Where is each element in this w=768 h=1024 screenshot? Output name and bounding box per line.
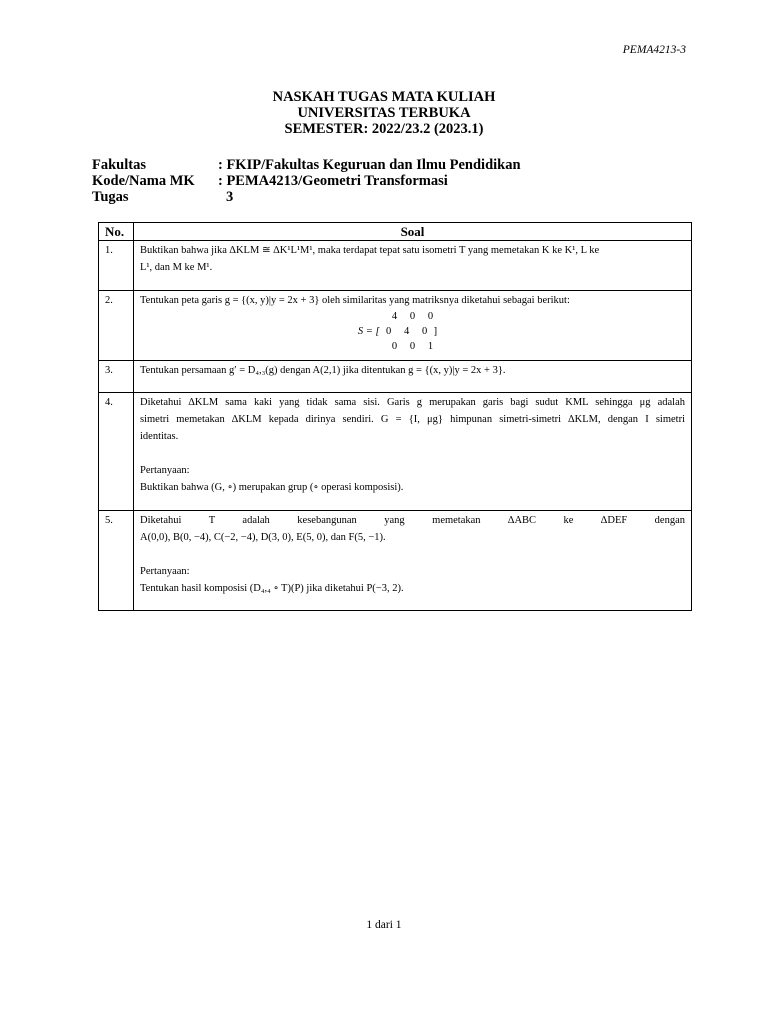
question-number: 5. — [99, 511, 134, 611]
question-text — [134, 291, 692, 361]
q5-question-text: Tentukan hasil komposisi (D₄,₄ ∘ T)(P) jika diketahui P(−3, 2). — [140, 583, 404, 594]
question-row-3 — [99, 361, 692, 393]
matrix-row-3 — [140, 339, 685, 354]
fakultas-row — [92, 157, 521, 173]
q2-line-1: Tentukan peta garis g = {(x, y)|y = 2x + 3} oleh similaritas yang matriksnya diketahui sebagai berikut: — [140, 295, 570, 306]
course-info — [92, 157, 521, 205]
question-number: 4. — [99, 393, 134, 511]
question-number: 1. — [99, 241, 134, 291]
header-no: No. — [99, 223, 134, 241]
q4-line-3: identitas. — [140, 431, 179, 442]
q1-line-1: Buktikan bahwa jika ∆KLM ≅ ∆K¹L¹M¹, maka terdapat tepat satu isometri T yang memetakan K ke K¹, L ke — [140, 245, 600, 256]
matrix-cell: 0 — [391, 341, 398, 352]
matrix-row-1 — [140, 309, 685, 324]
matrix-cell: 0 — [409, 341, 416, 352]
matrix-cell: 4 — [403, 326, 410, 337]
q5-line-2: A(0,0), B(0, −4), C(−2, −4), D(3, 0), E(5, 0), dan F(5, −1). — [140, 532, 386, 543]
matrix-prefix: S = [ — [357, 326, 380, 337]
matrix-cell: 4 — [391, 311, 398, 322]
q4-line-2: simetri memetakan ∆KLM kepada dirinya sendiri. G = {I, μg} himpunan simetri-simetri ∆KLM, dengan I simetri — [140, 414, 685, 425]
title-line-2: UNIVERSITAS TERBUKA — [297, 105, 471, 121]
page-number: 1 dari 1 — [366, 919, 402, 931]
document-code: PEMA4213-3 — [622, 44, 686, 56]
q1-line-2: L¹, dan M ke M¹. — [140, 262, 213, 273]
similarity-matrix — [140, 309, 685, 354]
q4-question-label: Pertanyaan: — [140, 465, 190, 476]
q5-question-label: Pertanyaan: — [140, 566, 190, 577]
q3-line-1: Tentukan persamaan g′ = D₄,₃(g) dengan A(2,1) jika ditentukan g = {(x, y)|y = 2x + 3}. — [140, 365, 506, 376]
title-line-1: NASKAH TUGAS MATA KULIAH — [272, 89, 496, 105]
question-text — [134, 511, 692, 611]
question-text — [134, 393, 692, 511]
tugas-row — [92, 189, 521, 205]
fakultas-label: Fakultas — [92, 157, 146, 173]
question-number: 3. — [99, 361, 134, 393]
question-text — [134, 241, 692, 291]
matrix-cell: 0 — [409, 311, 416, 322]
q4-line-1: Diketahui ∆KLM sama kaki yang tidak sama sisi. Garis g merupakan garis bagi sudut KML sehingga μg adalah — [140, 397, 685, 408]
fakultas-value: : FKIP/Fakultas Keguruan dan Ilmu Pendidikan — [218, 157, 521, 173]
question-row-4 — [99, 393, 692, 511]
matrix-suffix: ] — [433, 326, 438, 337]
question-table — [98, 222, 692, 611]
question-row-1 — [99, 241, 692, 291]
title-line-3: SEMESTER: 2022/23.2 (2023.1) — [284, 121, 484, 137]
kode-value: : PEMA4213/Geometri Transformasi — [218, 173, 448, 189]
kode-row — [92, 173, 521, 189]
header-soal: Soal — [134, 223, 692, 241]
tugas-label: Tugas — [92, 189, 129, 205]
question-row-5 — [99, 511, 692, 611]
matrix-cell: 0 — [421, 326, 428, 337]
question-row-2 — [99, 291, 692, 361]
question-text — [134, 361, 692, 393]
q5-line-1: Diketahui T adalah kesebangunan yang memetakan ∆ABC ke ∆DEF dengan — [140, 515, 685, 526]
document-title — [0, 89, 768, 137]
matrix-cell: 0 — [427, 311, 434, 322]
q4-question-text: Buktikan bahwa (G, ∘) merupakan grup (∘ operasi komposisi). — [140, 482, 404, 493]
matrix-cell: 1 — [427, 341, 434, 352]
matrix-cell: 0 — [385, 326, 392, 337]
question-number: 2. — [99, 291, 134, 361]
tugas-value: 3 — [226, 189, 234, 205]
matrix-row-2 — [110, 324, 685, 339]
kode-label: Kode/Nama MK — [92, 173, 195, 189]
table-header-row — [99, 223, 692, 241]
